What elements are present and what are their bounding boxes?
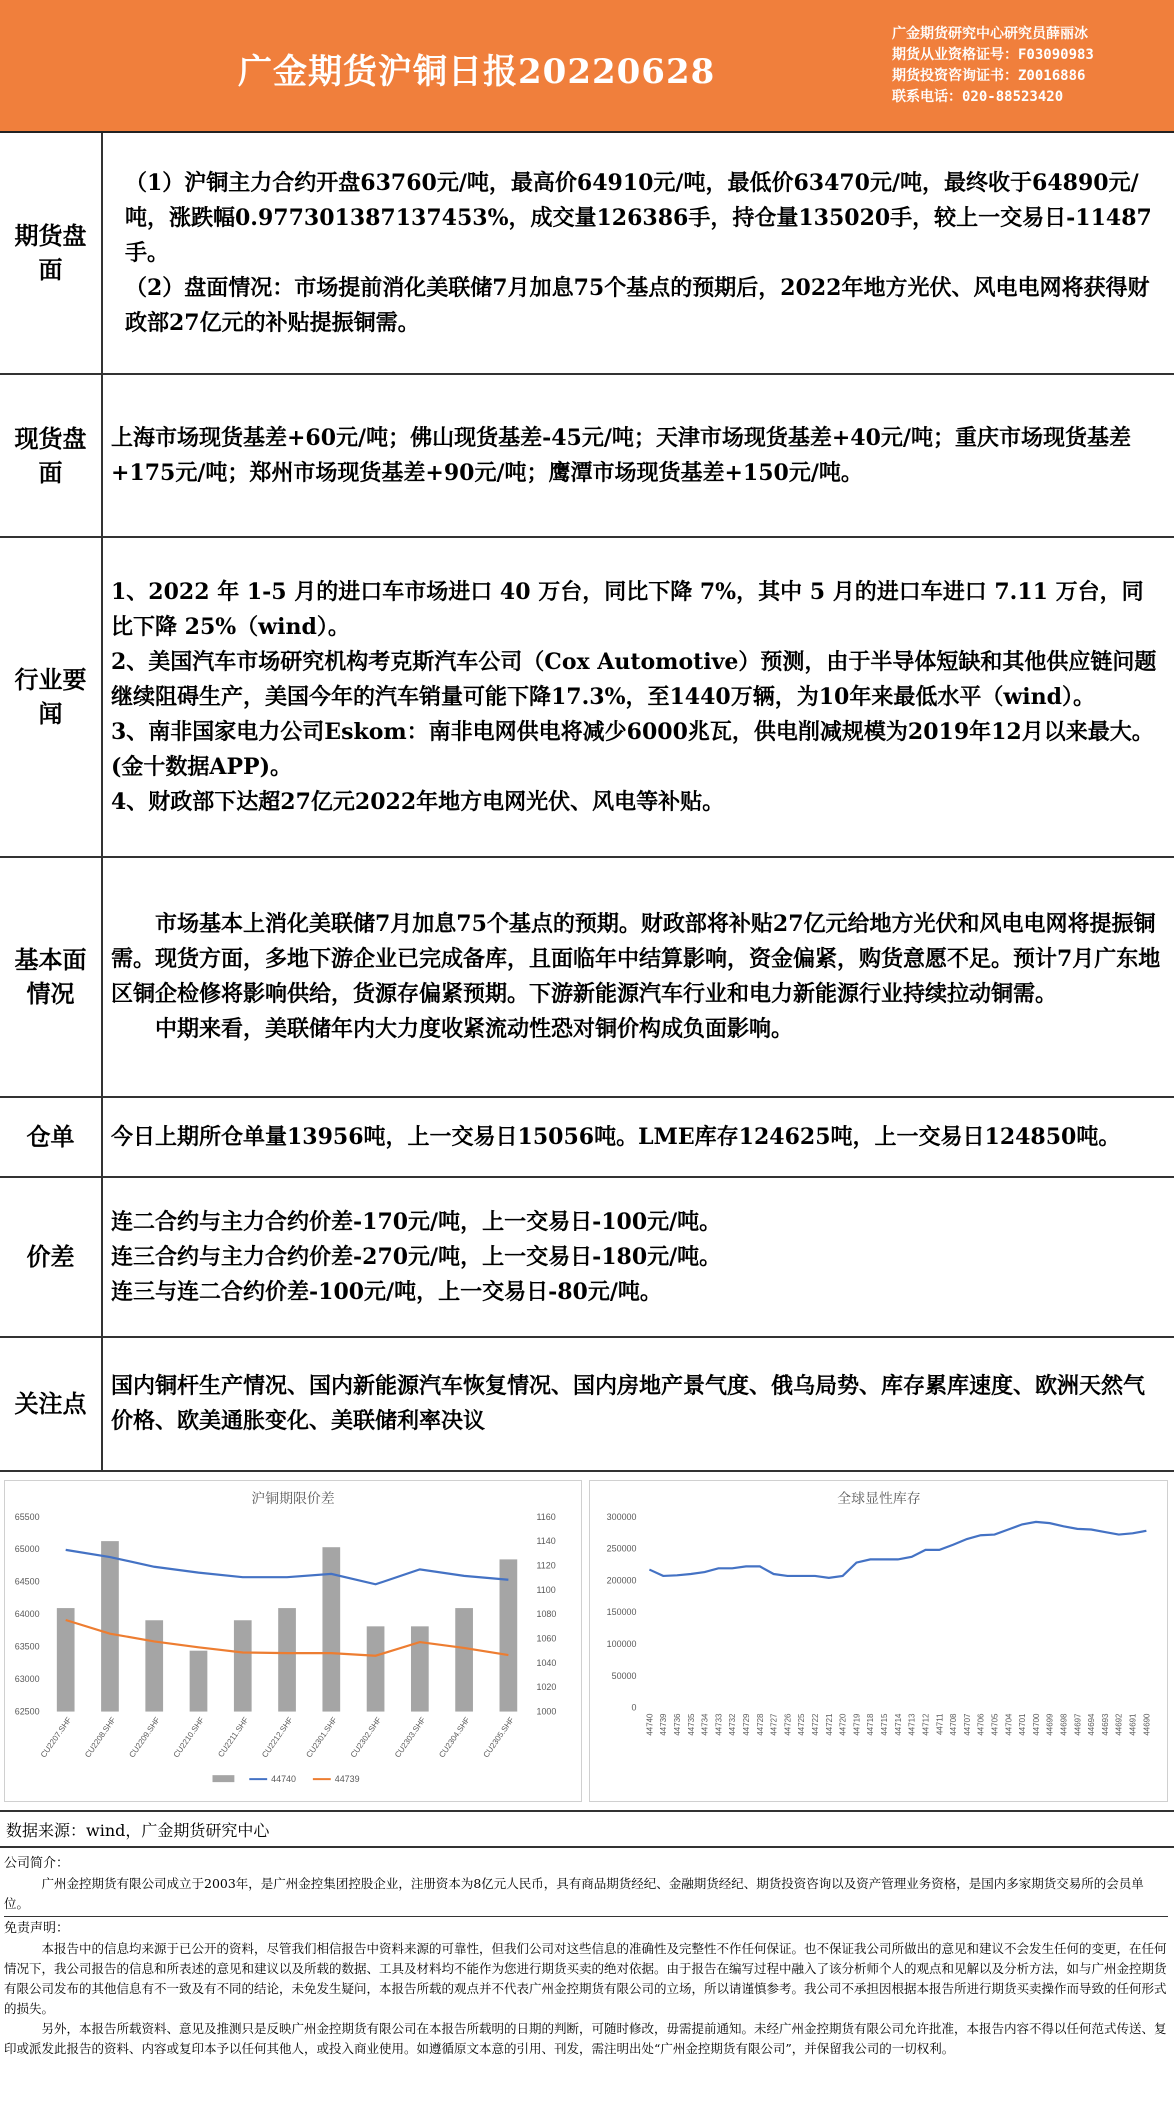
- divider: [0, 1846, 1174, 1848]
- x-tick-label: CU2301.SHF: [304, 1715, 339, 1760]
- y-right-tick-label: 1000: [536, 1706, 557, 1717]
- analyst-info: [892, 24, 1172, 108]
- x-tick-label: 44694: [1087, 1713, 1097, 1736]
- x-tick-label: 44691: [1128, 1713, 1138, 1736]
- y-tick-label: 250000: [606, 1543, 637, 1554]
- y-right-tick-label: 1020: [536, 1682, 557, 1693]
- legend-bar-swatch: [213, 1775, 235, 1782]
- bar: [234, 1620, 252, 1711]
- section-content: [105, 133, 1174, 373]
- charts-area: [0, 1472, 1174, 1812]
- x-tick-label: 44699: [1045, 1713, 1055, 1736]
- chart-title: 沪铜期限价差: [251, 1489, 335, 1506]
- x-tick-label: 44714: [893, 1713, 903, 1736]
- disclaimer-para-2: 另外，本报告所载资料、意见及推测只是反映广州金控期货有限公司在本报告所载明的日期的判断，可随时修改，毋需提前通知。未经广州金控期货有限公司允许批准，本报告内容不得以任何范式传送、复印或派发此报告的资料、内容或复印本予以任何其他人，或投入商业使用。如遵循原文本意的引用、刊发，需注明出处“广州金控期货有限公司”，并保留我公司的一切权利。: [4, 2021, 1167, 2056]
- y-left-tick-label: 65500: [14, 1511, 40, 1522]
- x-tick-label: 44726: [783, 1713, 793, 1736]
- spot-para-1: 上海市场现货基差+60元/吨；佛山现货基差-45元/吨；天津市场现货基差+40元/吨；重庆市场现货基差+175元/吨；郑州市场现货基差+90元/吨；鹰潭市场现货基差+150元/吨。: [111, 424, 1131, 486]
- bar: [57, 1608, 75, 1711]
- y-left-tick-label: 64000: [14, 1609, 40, 1620]
- bar: [322, 1547, 340, 1711]
- news-item-4: 4、财政部下达超27亿元2022年地方电网光伏、风电等补贴。: [111, 788, 725, 815]
- x-tick-label: 44707: [962, 1713, 972, 1736]
- y-left-tick-label: 64500: [14, 1576, 40, 1587]
- x-tick-label: CU2212.SHF: [260, 1715, 295, 1760]
- x-tick-label: 44692: [1114, 1713, 1124, 1736]
- x-tick-label: 44725: [797, 1713, 807, 1736]
- analyst-phone: 联系电话：020-88523420: [892, 89, 1064, 105]
- legend-label: 44740: [271, 1774, 296, 1785]
- y-left-tick-label: 63000: [14, 1674, 40, 1685]
- x-tick-label: 44719: [852, 1713, 862, 1736]
- y-right-tick-label: 1040: [536, 1657, 557, 1668]
- x-tick-label: 44690: [1142, 1713, 1152, 1736]
- disclaimer-para-1: 本报告中的信息均来源于已公开的资料，尽管我们相信报告中资料来源的可靠性，但我们公司对这些信息的准确性及完整性不作任何保证。也不保证我公司所做出的意见和建议不会发生任何的变更，在任何情况下，我公司报告的信息和所表述的意见和建议以及所载的数据、工具及材料均不能作为您进行期货买卖的绝对依据。由于报告在编写过程中融入了该分析师个人的观点和见解以及分析方法，如与广州金控期货有限公司发布的其他信息有不一致及有不同的结论，未免发生疑问，本报告所载的观点并不代表广州金控期货有限公司的立场，所以请谨慎参考。我公司不承担因根据本报告所进行期货买卖操作而导致的任何形式的损失。: [4, 1941, 1167, 2016]
- bar: [101, 1541, 119, 1711]
- section-label: 关注点: [0, 1338, 103, 1470]
- x-tick-label: 44721: [824, 1713, 834, 1736]
- bar: [367, 1626, 385, 1711]
- section-fundamentals: [0, 858, 1174, 1098]
- x-tick-label: 44733: [714, 1713, 724, 1736]
- term-spread-chart-svg: [5, 1481, 581, 1801]
- section-spread: [0, 1178, 1174, 1338]
- x-tick-label: CU2208.SHF: [83, 1715, 118, 1760]
- x-tick-label: 44740: [645, 1713, 655, 1736]
- y-right-tick-label: 1140: [536, 1536, 556, 1547]
- section-label: 价差: [0, 1178, 103, 1336]
- y-right-tick-label: 1160: [536, 1511, 556, 1522]
- y-right-tick-label: 1080: [536, 1609, 557, 1620]
- bar: [278, 1608, 296, 1711]
- y-tick-label: 100000: [606, 1638, 637, 1649]
- section-label: 基本面情况: [0, 858, 103, 1096]
- y-right-tick-label: 1100: [536, 1584, 556, 1595]
- bar: [190, 1651, 208, 1712]
- data-source: 数据来源：wind，广金期货研究中心: [6, 1821, 270, 1840]
- fundamentals-para-1: 市场基本上消化美联储7月加息75个基点的预期。财政部将补贴27亿元给地方光伏和风电电网将提振铜需。现货方面，多地下游企业已完成备库，且面临年中结算影响，资金偏紧，购货意愿不足。预计7月广东地区铜企检修将影响供给，货源存偏紧预期。下游新能源汽车行业和电力新能源行业持续拉动铜需。: [111, 911, 1161, 1007]
- company-intro-heading: 公司简介：: [4, 1856, 70, 1871]
- x-tick-label: 44713: [907, 1713, 917, 1736]
- section-news: [0, 538, 1174, 858]
- x-tick-label: 44706: [976, 1713, 986, 1736]
- y-left-tick-label: 65000: [14, 1544, 40, 1555]
- section-content: [105, 538, 1174, 856]
- x-tick-label: 44732: [728, 1713, 738, 1736]
- x-tick-label: 44705: [990, 1713, 1000, 1736]
- divider: [4, 1916, 1168, 1917]
- futures-para-2: （2）盘面情况：市场提前消化美联储7月加息75个基点的预期后，2022年地方光伏、风电电网将获得财政部27亿元的补贴提振铜需。: [125, 274, 1150, 336]
- x-tick-label: 44712: [921, 1713, 931, 1736]
- x-tick-label: 44704: [1004, 1713, 1014, 1736]
- x-tick-label: 44701: [1018, 1713, 1028, 1736]
- x-tick-label: 44735: [686, 1713, 696, 1736]
- x-tick-label: 44708: [949, 1713, 959, 1736]
- x-tick-label: 44729: [741, 1713, 751, 1736]
- disclaimer-heading: 免责声明：: [4, 1921, 70, 1936]
- report-header: [0, 0, 1174, 133]
- y-tick-label: 300000: [606, 1511, 637, 1522]
- focus-para-1: 国内铜杆生产情况、国内新能源汽车恢复情况、国内房地产景气度、俄乌局势、库存累库速度、欧洲天然气价格、欧美通胀变化、美联储利率决议: [111, 1373, 1146, 1434]
- bar: [145, 1620, 163, 1711]
- x-tick-label: CU2207.SHF: [38, 1715, 74, 1760]
- x-tick-label: 44736: [672, 1713, 682, 1736]
- section-label: 仓单: [0, 1098, 103, 1176]
- report-title: 广金期货沪铜日报20220628: [238, 52, 716, 92]
- bar: [455, 1608, 473, 1711]
- series-line-44740: [66, 1550, 509, 1584]
- x-tick-label: 44739: [659, 1713, 669, 1736]
- section-spot: [0, 375, 1174, 538]
- x-tick-label: 44728: [755, 1713, 765, 1736]
- section-label: 行业要闻: [0, 538, 103, 856]
- chart-term-spread: [4, 1480, 582, 1802]
- section-content: [105, 858, 1174, 1096]
- y-right-tick-label: 1060: [536, 1633, 557, 1644]
- x-tick-label: 44722: [811, 1713, 821, 1736]
- section-content: [105, 1098, 1174, 1176]
- section-label: 现货盘面: [0, 375, 103, 536]
- news-item-3: 3、南非国家电力公司Eskom：南非电网供电将减少6000兆瓦，供电削减规模为2019年12月以来最大。(金十数据APP)。: [111, 718, 1154, 780]
- section-label: 期货盘面: [0, 133, 103, 373]
- x-tick-label: 44715: [880, 1713, 890, 1736]
- section-futures: [0, 133, 1174, 375]
- news-item-2: 2、美国汽车市场研究机构考克斯汽车公司（Cox Automotive）预测，由于半导体短缺和其他供应链问题继续阻碍生产，美国今年的汽车销量可能下降17.3%，至1440万辆，为10年来最低水平（wind）。: [111, 648, 1157, 710]
- y-left-tick-label: 62500: [14, 1706, 40, 1717]
- spread-line-3: 连三与连二合约价差-100元/吨，上一交易日-80元/吨。: [111, 1278, 662, 1305]
- global-inventory-chart-svg: [590, 1481, 1167, 1801]
- x-tick-label: 44698: [1059, 1713, 1069, 1736]
- warehouse-para-1: 今日上期所仓单量13956吨，上一交易日15056吨。LME库存124625吨，上一交易日124850吨。: [111, 1123, 1121, 1150]
- x-tick-label: 44720: [838, 1713, 848, 1736]
- section-focus: [0, 1338, 1174, 1472]
- x-tick-label: CU2209.SHF: [127, 1715, 162, 1760]
- section-content: [105, 1338, 1174, 1470]
- x-tick-label: 44734: [700, 1713, 710, 1736]
- x-tick-label: 44700: [1031, 1713, 1041, 1736]
- x-tick-label: CU2305.SHF: [481, 1715, 516, 1760]
- analyst-license: 期货从业资格证号：F03090983: [892, 47, 1094, 63]
- y-tick-label: 50000: [611, 1670, 637, 1681]
- y-tick-label: 200000: [606, 1575, 637, 1586]
- x-tick-label: CU2210.SHF: [171, 1715, 207, 1760]
- x-tick-label: 44727: [769, 1713, 779, 1736]
- x-tick-label: 44711: [935, 1713, 945, 1736]
- chart-global-inventory: [589, 1480, 1168, 1802]
- x-tick-label: CU2302.SHF: [348, 1715, 384, 1760]
- x-tick-label: 44718: [866, 1713, 876, 1736]
- x-tick-label: CU2303.SHF: [392, 1715, 428, 1760]
- x-tick-label: CU2211.SHF: [216, 1715, 251, 1759]
- y-tick-label: 150000: [606, 1607, 637, 1618]
- futures-para-1: （1）沪铜主力合约开盘63760元/吨，最高价64910元/吨，最低价63470元/吨，最终收于64890元/吨，涨跌幅0.977301387137453%，成交量126386手，持仓量135020手，较上一交易日-11487手。: [125, 169, 1152, 266]
- section-warehouse: [0, 1098, 1174, 1178]
- fundamentals-para-2: 中期来看，美联储年内大力度收紧流动性恐对铜价构成负面影响。: [155, 1016, 794, 1042]
- x-tick-label: 44693: [1100, 1713, 1110, 1736]
- company-intro: 广州金控期货有限公司成立于2003年，是广州金控集团控股企业，注册资本为8亿元人民币，具有商品期货经纪、金融期货经纪、期货投资咨询以及资产管理业务资格，是国内多家期货交易所的会员单位。: [4, 1876, 1144, 1911]
- analyst-name: 广金期货研究中心研究员薛丽冰: [892, 26, 1088, 42]
- section-content: [105, 375, 1174, 536]
- news-item-1: 1、2022 年 1-5 月的进口车市场进口 40 万台，同比下降 7%，其中 5 月的进口车进口 7.11 万台，同比下降 25%（wind）。: [111, 578, 1144, 640]
- bar: [500, 1559, 518, 1711]
- y-right-tick-label: 1120: [536, 1560, 556, 1571]
- analyst-consult-cert: 期货投资咨询证书：Z0016886: [892, 68, 1086, 84]
- bar: [411, 1626, 429, 1711]
- inventory-line: [649, 1522, 1146, 1578]
- y-tick-label: 0: [631, 1702, 637, 1713]
- y-left-tick-label: 63500: [14, 1641, 40, 1652]
- spread-line-2: 连三合约与主力合约价差-270元/吨，上一交易日-180元/吨。: [111, 1243, 722, 1270]
- x-tick-label: 44697: [1073, 1713, 1083, 1736]
- section-content: [105, 1178, 1174, 1336]
- chart-title: 全球显性库存: [837, 1489, 921, 1506]
- spread-line-1: 连二合约与主力合约价差-170元/吨，上一交易日-100元/吨。: [111, 1208, 722, 1235]
- legend-label: 44739: [334, 1774, 360, 1785]
- footer: [0, 1850, 1174, 2059]
- x-tick-label: CU2304.SHF: [437, 1715, 472, 1760]
